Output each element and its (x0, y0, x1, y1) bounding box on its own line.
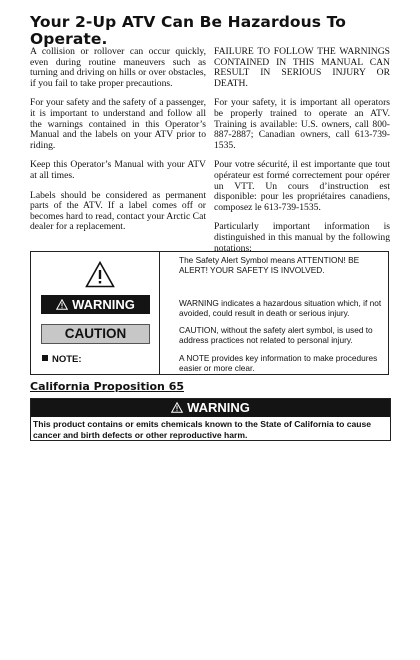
note-description: A NOTE provides key information to make procedures easier or more clear. (179, 353, 378, 373)
warning-description: WARNING indicates a hazardous situation which, if not avoided, could result in death or serious injury. (179, 298, 382, 318)
notations-divider (159, 252, 160, 374)
right-paragraph-2: For your safety, it is important all operators be properly trained to operate an ATV. Training is available: U.S. owners, call 800-887-2887; Canadian owners, call 613-739-1535. (214, 97, 390, 151)
left-paragraph-1: A collision or rollover can occur quickly, even during routine maneuvers such as turning and driving on hills or over obstacles, if you fail to take proper precautions. (30, 46, 206, 89)
warning-label-badge (41, 295, 150, 314)
note-label-badge (42, 354, 82, 365)
caution-label-badge: CAUTION (41, 324, 150, 344)
right-paragraph-1: FAILURE TO FOLLOW THE WARNINGS CONTAINED IN THIS MANUAL CAN RESULT IN SERIOUS INJURY OR DEATH. (214, 46, 390, 89)
prop65-warning-box (30, 398, 391, 441)
page-title: Your 2-Up ATV Can Be Hazardous To Operate. (30, 13, 346, 48)
left-paragraph-2: For your safety and the safety of a passenger, it is important to understand and follow all the warnings contained in this Operator’s Manual and the labels on your ATV prior to riding. (30, 97, 206, 151)
left-paragraph-3: Keep this Operator’s Manual with your ATV at all times. (30, 159, 206, 181)
right-column (214, 47, 390, 263)
note-bullet-icon (42, 355, 48, 361)
caution-description: CAUTION, without the safety alert symbol, is used to address practices not related to personal injury. (179, 325, 373, 345)
left-paragraph-4: Labels should be considered as permanent parts of the ATV. If a label comes off or becomes hard to read, contact your Arctic Cat dealer for a replacement. (30, 189, 206, 233)
warning-triangle-icon (171, 402, 183, 413)
safety-alert-icon (85, 261, 115, 288)
prop65-warning-label: WARNING (187, 400, 250, 415)
prop65-warning-badge (31, 399, 390, 417)
warning-label: WARNING (72, 297, 135, 312)
note-label: NOTE: (52, 354, 82, 365)
prop65-warning-text: This product contains or emits chemicals known to the State of California to cause cancer and birth defects or other reproductive harm. (33, 419, 372, 440)
right-paragraph-3: Pour votre sécurité, il est importante que tout opérateur est formé correctement pour opérer un VTT. Un cours d’instruction est disponible: pour les propriétaires canadiens, composez le 613-739-1535. (214, 159, 390, 213)
left-column (30, 47, 206, 242)
safety-notations-box (30, 251, 389, 375)
right-paragraph-4: Particularly important information is distinguished in this manual by the following notations: (214, 221, 390, 254)
warning-triangle-icon (56, 299, 68, 310)
prop65-heading: California Proposition 65 (30, 380, 185, 393)
alert-description: The Safety Alert Symbol means ATTENTION! BE ALERT! YOUR SAFETY IS INVOLVED. (179, 255, 360, 275)
